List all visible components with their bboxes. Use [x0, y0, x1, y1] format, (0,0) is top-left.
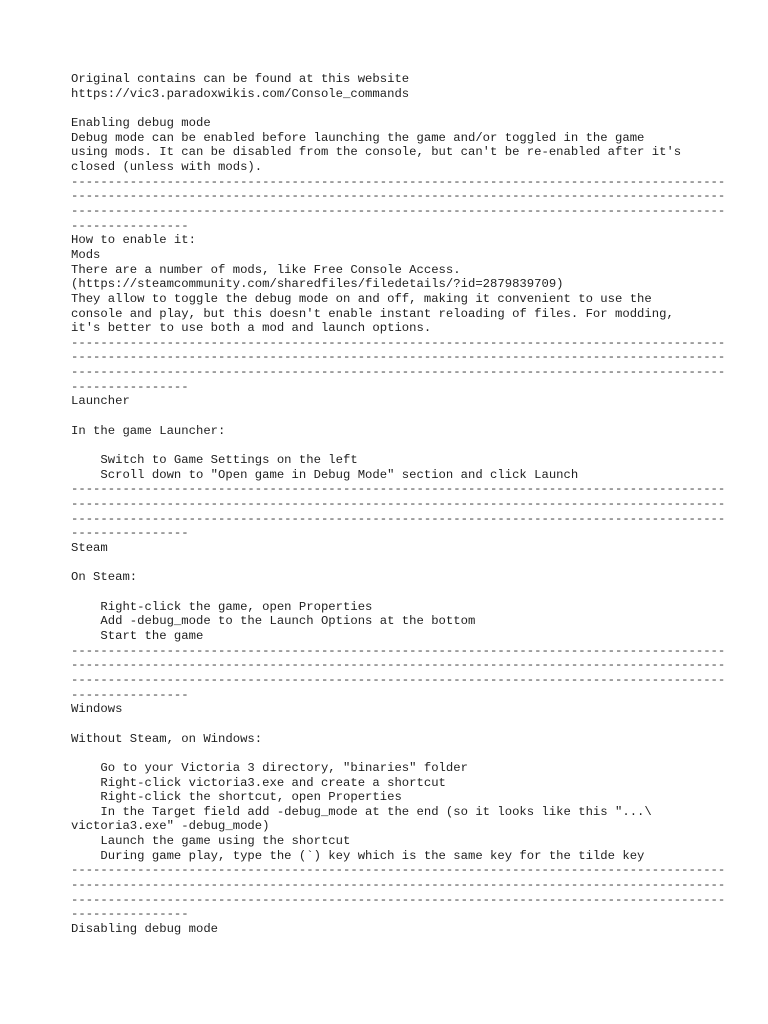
subheading-windows: Windows [71, 702, 123, 717]
step-item: Right-click the game, open Properties [71, 599, 373, 614]
blank-line [71, 585, 711, 600]
separator-line: ----------------------------------------------------------------------------------------- [71, 643, 726, 658]
separator-tail: ---------------- [71, 907, 189, 922]
intro-text: Original contains can be found at this website [71, 72, 410, 86]
separator-tail: ---------------- [71, 526, 189, 541]
step-item: Start the game [71, 628, 204, 643]
separator-line: ----------------------------------------------------------------------------------------- [71, 511, 726, 526]
blank-line [71, 409, 711, 424]
step-item-continuation: victoria3.exe" -debug_mode) [71, 819, 270, 834]
separator-line: ----------------------------------------------------------------------------------------- [71, 203, 726, 218]
separator-line: ----------------------------------------------------------------------------------------- [71, 482, 726, 497]
separator-line: ----------------------------------------------------------------------------------------- [71, 892, 726, 907]
paragraph-line: using mods. It can be disabled from the console, but can't be re-enabled after it's [71, 145, 682, 160]
separator-tail: ---------------- [71, 687, 189, 702]
subheading-launcher: Launcher [71, 394, 130, 409]
mod-link: (https://steamcommunity.com/sharedfiles/filedetails/?id=2879839709) [71, 277, 564, 292]
windows-intro: Without Steam, on Windows: [71, 731, 263, 746]
paragraph-line: Debug mode can be enabled before launching the game and/or toggled in the game [71, 130, 645, 145]
document-page [71, 72, 726, 937]
separator-line: ----------------------------------------------------------------------------------------- [71, 878, 726, 893]
blank-line [71, 101, 711, 116]
section-heading-how-to: How to enable it: [71, 233, 196, 248]
paragraph-line: They allow to toggle the debug mode on and off, making it convenient to use the [71, 291, 652, 306]
steam-intro: On Steam: [71, 570, 138, 585]
separator-tail: ---------------- [71, 379, 189, 394]
separator-line: ----------------------------------------------------------------------------------------- [71, 174, 726, 189]
blank-line [71, 438, 711, 453]
blank-line [71, 556, 711, 571]
separator-line: ----------------------------------------------------------------------------------------- [71, 189, 726, 204]
paragraph-line: closed (unless with mods). [71, 159, 263, 174]
separator-line: ----------------------------------------------------------------------------------------- [71, 497, 726, 512]
separator-tail: ---------------- [71, 218, 189, 233]
step-item: In the Target field add -debug_mode at the end (so it looks like this "...\ [71, 804, 652, 819]
separator-line: ----------------------------------------------------------------------------------------- [71, 672, 726, 687]
section-heading-disabling: Disabling debug mode [71, 922, 219, 937]
step-item: Scroll down to "Open game in Debug Mode" section and click Launch [71, 467, 579, 482]
separator-line: ----------------------------------------------------------------------------------------- [71, 863, 726, 878]
step-item: During game play, type the (`) key which is the same key for the tilde key [71, 848, 645, 863]
subheading-mods: Mods [71, 247, 101, 262]
separator-line: ----------------------------------------------------------------------------------------- [71, 365, 726, 380]
step-item: Right-click the shortcut, open Properties [71, 790, 402, 805]
section-heading-enabling: Enabling debug mode [71, 115, 211, 130]
blank-line [71, 746, 711, 761]
step-item: Right-click victoria3.exe and create a shortcut [71, 775, 446, 790]
step-item: Switch to Game Settings on the left [71, 453, 358, 468]
step-item: Go to your Victoria 3 directory, "binaries" folder [71, 760, 468, 775]
separator-line: ----------------------------------------------------------------------------------------- [71, 350, 726, 365]
step-item: Add -debug_mode to the Launch Options at the bottom [71, 614, 476, 629]
launcher-intro: In the game Launcher: [71, 423, 226, 438]
paragraph-line: it's better to use both a mod and launch options. [71, 321, 432, 336]
blank-line [71, 717, 711, 732]
separator-line: ----------------------------------------------------------------------------------------- [71, 658, 726, 673]
source-url: https://vic3.paradoxwikis.com/Console_commands [71, 86, 410, 101]
subheading-steam: Steam [71, 541, 108, 555]
paragraph-line: There are a number of mods, like Free Console Access. [71, 262, 461, 277]
paragraph-line: console and play, but this doesn't enable instant reloading of files. For modding, [71, 306, 674, 321]
separator-line: ----------------------------------------------------------------------------------------- [71, 335, 726, 350]
step-item: Launch the game using the shortcut [71, 834, 351, 849]
